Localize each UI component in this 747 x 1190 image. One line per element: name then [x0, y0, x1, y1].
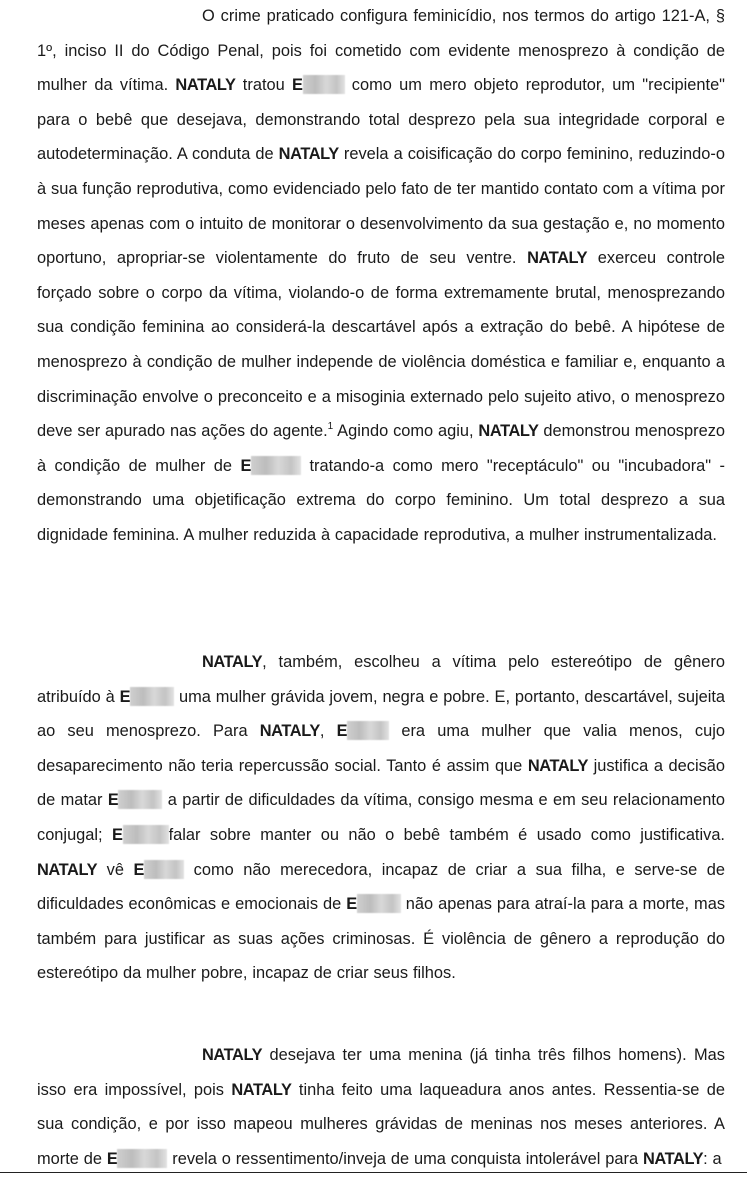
text-segment: Agindo como agiu,: [333, 422, 479, 441]
victim-name-initial: E: [106, 1149, 118, 1168]
text-segment: tinha feito uma laqueadura anos antes. Ressentia-se de sua condição, e por isso mapeou mulheres grávidas de meninas nos meses anteriores. A morte de: [37, 1080, 725, 1168]
victim-name-initial: E: [240, 456, 252, 475]
footnote-separator-line: [0, 1172, 747, 1173]
text-segment: , também, escolheu a vítima pelo estereótipo de gênero atribuído à: [37, 653, 725, 706]
text-segment: a partir de dificuldades da vítima, consigo mesma e em seu relacionamento conjugal;: [37, 791, 725, 844]
text-segment: demonstrou menosprezo à condição de mulher de: [37, 422, 726, 475]
text-segment: vê: [97, 860, 134, 879]
text-segment: tratou: [235, 76, 292, 95]
victim-name-initial: E: [107, 791, 119, 810]
redaction-block: [303, 75, 345, 94]
text-segment: exerceu controle forçado sobre o corpo da vítima, violando-o de forma extremamente brutal, menosprezando sua condição feminina ao considerá-la descartável após a extração do bebê. A hipótese de menosprezo à condição de mulher independe de violência doméstica e familiar e, enquanto a discriminação envolve o preconceito e a misoginia externado pelo sujeito ativo, o menosprezo deve ser apurado nas ações do agente.: [37, 249, 725, 441]
redaction-block: [117, 1149, 167, 1168]
paragraph-3: [37, 1038, 725, 1176]
defendant-name: NATALY: [527, 756, 589, 775]
text-segment: não apenas para atraí-la para a morte, mas também para justificar as suas ações criminosas. É violência de gênero a reprodução do estereótipo da mulher pobre, incapaz de criar seus filhos.: [37, 895, 726, 983]
defendant-name: NATALY: [478, 422, 539, 441]
redaction-block: [251, 456, 301, 475]
defendant-name: NATALY: [278, 145, 339, 164]
paragraph-2: [37, 645, 725, 991]
footnote-marker[interactable]: 1: [327, 421, 334, 433]
victim-name-initial: E: [112, 825, 123, 844]
redaction-block: [144, 860, 184, 879]
text-segment: : a: [703, 1149, 722, 1168]
text-segment: revela o ressentimento/inveja de uma conquista intolerável para: [167, 1149, 643, 1168]
defendant-name: NATALY: [642, 1149, 704, 1168]
text-segment: era uma mulher que valia menos, cujo desaparecimento não teria repercussão social. Tanto é assim que: [37, 722, 725, 775]
text-segment: O crime praticado configura feminicídio, nos termos do artigo 121-A, § 1º, inciso II do Código Penal, pois foi cometido com evidente menosprezo à condição de mulher da vítima.: [37, 7, 725, 95]
text-segment: justifica a decisão de matar: [37, 756, 726, 810]
victim-name-initial: E: [336, 722, 348, 741]
text-segment: ,: [319, 722, 337, 741]
text-segment: uma mulher grávida jovem, negra e pobre. E, portanto, descartável, sujeita ao seu menosprezo. Para: [37, 687, 726, 741]
redaction-block: [118, 790, 162, 809]
victim-name-initial: E: [292, 76, 303, 95]
text-segment: falar sobre manter ou não o bebê também é usado como justificativa.: [168, 825, 725, 844]
defendant-name: NATALY: [202, 653, 263, 671]
redaction-block: [123, 825, 169, 844]
victim-name-initial: E: [133, 860, 145, 879]
paragraph-1: [37, 0, 725, 553]
defendant-name: NATALY: [202, 1046, 263, 1064]
defendant-name: NATALY: [175, 76, 236, 95]
redaction-block: [357, 894, 401, 913]
redaction-block: [347, 721, 389, 740]
text-segment: desejava ter uma menina (já tinha três filhos homens). Mas isso era impossível, pois: [37, 1046, 725, 1099]
text-segment: revela a coisificação do corpo feminino, reduzindo-o à sua função reprodutiva, como evidenciado pelo fato de ter mantido contato com a vítima por meses apenas com o intuito de monitorar o desenvolvimento da sua gestação e, no momento oportuno, apropriar-se violentamente do fruto de seu ventre.: [37, 145, 725, 268]
text-segment: como não merecedora, incapaz de criar a sua filha, e serve-se de dificuldades econômicas e emocionais de: [37, 860, 725, 914]
text-segment: tratando-a como mero "receptáculo" ou "incubadora" - demonstrando uma objetificação extrema do corpo feminino. Um total desprezo a sua dignidade feminina. A mulher reduzida à capacidade reprodutiva, a mulher instrumentalizada.: [37, 456, 725, 544]
defendant-name: NATALY: [527, 249, 588, 268]
defendant-name: NATALY: [37, 860, 98, 879]
redaction-block: [130, 687, 174, 706]
victim-name-initial: E: [119, 687, 131, 706]
defendant-name: NATALY: [259, 722, 320, 741]
text-segment: como um mero objeto reprodutor, um "recipiente" para o bebê que desejava, demonstrando total desprezo pela sua integridade corporal e autodeterminação. A conduta de: [37, 76, 726, 164]
victim-name-initial: E: [346, 895, 357, 914]
defendant-name: NATALY: [231, 1080, 292, 1099]
